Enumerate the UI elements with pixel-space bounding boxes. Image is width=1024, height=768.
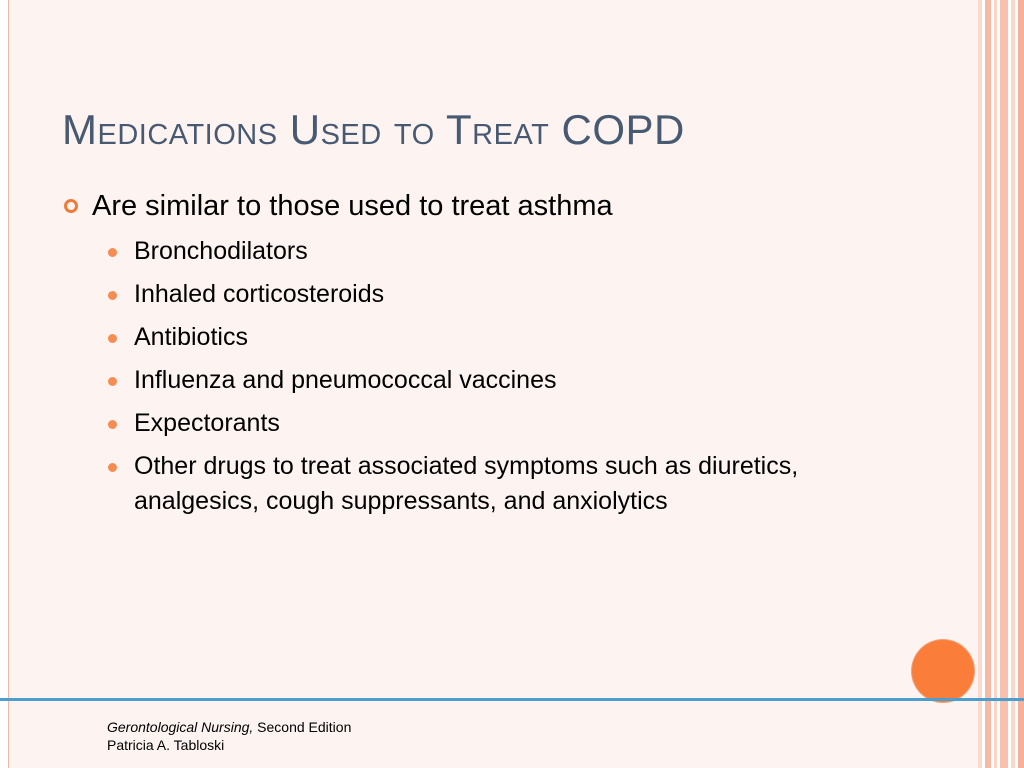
bullet-level-1 [62, 186, 842, 226]
dot-bullet-icon [108, 248, 117, 257]
sub-bullet-item [106, 234, 842, 269]
footer-author: Patricia A. Tabloski [107, 737, 225, 753]
ring-bullet-icon [64, 199, 78, 213]
decorative-stripe [1018, 0, 1024, 768]
slide-left-border [8, 0, 9, 768]
decorative-stripe [994, 0, 997, 768]
sub-bullet-list [62, 234, 842, 519]
dot-bullet-icon [108, 377, 117, 386]
footer-book-title: Gerontological Nursing, [107, 719, 254, 735]
sub-bullet-text: Other drugs to treat associated symptoms such as diuretics, analgesics, cough suppressants, and anxiolytics [134, 452, 799, 515]
footer-book-line [107, 718, 351, 736]
footer [107, 718, 351, 754]
sub-bullet-text: Influenza and pneumococcal vaccines [134, 366, 557, 394]
dot-bullet-icon [108, 420, 117, 429]
decorative-stripe [1000, 0, 1008, 768]
sub-bullet-item [106, 449, 842, 519]
slide-content [62, 186, 842, 519]
sub-bullet-item [106, 277, 842, 312]
sub-bullet-item [106, 320, 842, 355]
sub-bullet-text: Expectorants [134, 409, 280, 437]
footer-divider [0, 698, 1024, 701]
decorative-stripe [1011, 0, 1015, 768]
dot-bullet-icon [108, 334, 117, 343]
sub-bullet-item [106, 363, 842, 398]
decorative-stripe [978, 0, 982, 768]
slide-title: Medications Used to Treat COPD [62, 106, 685, 153]
decorative-stripe [985, 0, 991, 768]
dot-bullet-icon [108, 463, 117, 472]
sub-bullet-text: Inhaled corticosteroids [134, 280, 385, 308]
sub-bullet-text: Bronchodilators [134, 237, 308, 265]
bullet-text: Are similar to those used to treat asthma [92, 190, 613, 222]
footer-edition: Second Edition [253, 719, 352, 735]
sub-bullet-item [106, 406, 842, 441]
decorative-orange-circle [912, 640, 974, 702]
dot-bullet-icon [108, 291, 117, 300]
sub-bullet-text: Antibiotics [134, 323, 248, 351]
